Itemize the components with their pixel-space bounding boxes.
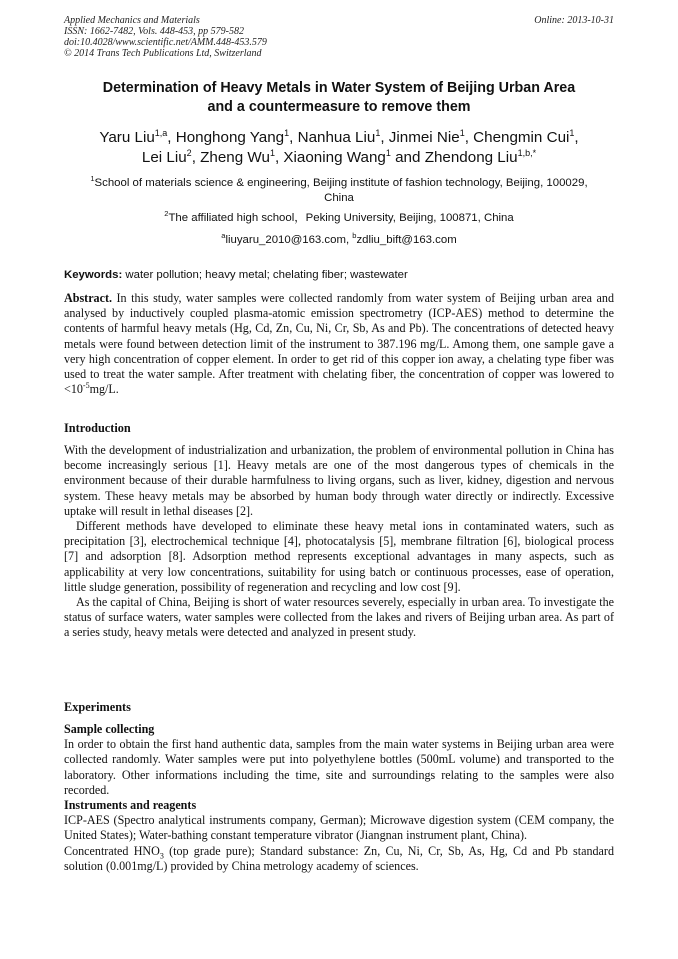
keywords-text: water pollution; heavy metal; chelating fiber; wastewater bbox=[125, 269, 408, 281]
abstract-label: Abstract. bbox=[64, 291, 113, 305]
author-name: Zhendong Liu bbox=[424, 149, 518, 166]
email-sup: a bbox=[221, 231, 226, 241]
author-sup: 1 bbox=[284, 127, 290, 138]
author-name: Honghong Yang bbox=[175, 129, 285, 146]
author-line-1: Yaru Liu$^{1,a}$, Honghong Yang$^1$, Nanhua Liu$^1$, Jinmei Nie$^1$, Chengmin Cui$^1$, bbox=[99, 127, 579, 146]
author-name: Xiaoning Wang bbox=[283, 149, 386, 166]
issn-line: ISSN: 1662-7482, Vols. 448-453, pp 579-582 bbox=[64, 26, 244, 37]
experiments-heading: Experiments bbox=[64, 700, 131, 714]
author-sup: 1 bbox=[269, 147, 275, 158]
affiliation-2 bbox=[40, 211, 638, 226]
author-name: Nanhua Liu bbox=[297, 129, 376, 146]
author-list bbox=[40, 128, 638, 168]
email-a: liuyaru_2010@163.com, bbox=[225, 234, 350, 246]
author-sup: 1 bbox=[375, 127, 381, 138]
author-name: Zheng Wu bbox=[200, 149, 270, 166]
affiliation-sup: 2 bbox=[164, 209, 169, 219]
instruments-paragraph: ICP-AES (Spectro analytical instruments company, German); Microwave digestion system (CEM company, the United States); Water-bathing constant temperature vibrator (Jiangnan instrument plant, China). bbox=[64, 813, 614, 843]
intro-paragraph-2: Different methods have developed to eliminate these heavy metal ions in contaminated waters, such as precipitation [3], electrochemical technique [4], photocatalysis [5], membrane filtration [6], biological process [7] and adsorption [8]. Adsorption method represents exceptional advantages in many aspects, such as applicability at very low concentrations, suitability for using batch or continuous processes, ease of operation, little sludge generation, possibility of regeneration and recycling and low cost [9]. bbox=[64, 519, 614, 594]
subheading-instruments: Instruments and reagents bbox=[64, 798, 197, 813]
reagents-text-end: (top grade pure); Standard substance: Zn, Cu, Ni, Cr, Sb, As, Hg, Cd and Pb standard solution (0.001mg/L) provided by China metrology academy of sciences. bbox=[64, 843, 614, 873]
sample-paragraph: In order to obtain the first hand authentic data, samples from the main water systems in Beijing urban area were collected randomly. Water samples were put into polyethylene bottles (500mL volume) and transported to the laboratory. Other informations including the time, site and surroundings relating to the samples were also recorded. bbox=[64, 737, 614, 797]
introduction-heading: Introduction bbox=[64, 421, 131, 435]
journal-header bbox=[64, 15, 614, 59]
reagents-text: Concentrated HNO bbox=[64, 843, 160, 858]
keywords bbox=[64, 268, 614, 282]
doi-line: doi:10.4028/www.scientific.net/AMM.448-453.579 bbox=[64, 37, 267, 48]
copyright-line: © 2014 Trans Tech Publications Ltd, Switzerland bbox=[64, 48, 262, 59]
paper-title bbox=[40, 79, 638, 117]
affiliation-1 bbox=[40, 176, 638, 206]
author-name: Chengmin Cui bbox=[473, 129, 570, 146]
online-date: Online: 2013-10-31 bbox=[534, 15, 614, 26]
title-line-1: Determination of Heavy Metals in Water System of Beijing Urban Area bbox=[102, 80, 576, 96]
reagents-subscript: 3 bbox=[159, 851, 164, 861]
affiliation-country: China bbox=[324, 192, 354, 204]
affiliation-text: School of materials science & engineering, Beijing institute of fashion technology, Beijing, 100029, bbox=[94, 177, 588, 189]
author-and: and bbox=[395, 149, 421, 166]
email-b: zdliu_bift@163.com bbox=[356, 234, 457, 246]
author-name: Yaru Liu bbox=[99, 129, 155, 146]
author-sup: 2 bbox=[186, 147, 192, 158]
affiliation-text: The affiliated high school，Peking University, Beijing, 100871, China bbox=[168, 212, 514, 224]
title-line-2: and a countermeasure to remove them bbox=[207, 99, 471, 115]
author-sup: 1 bbox=[569, 127, 575, 138]
author-sup: 1 bbox=[385, 147, 391, 158]
intro-paragraph-3: As the capital of China, Beijing is short of water resources severely, especially in urban area. To investigate the status of surface waters, water samples were collected from the lakes and rivers of Beijing urban area. As part of a series study, heavy metals were detected and analyzed in present study. bbox=[64, 595, 614, 640]
author-line-2: Lei Liu$^2$, Zheng Wu$^1$, Xiaoning Wang$^1$ and Zhendong Liu$^{1,b,*}$ bbox=[141, 147, 537, 166]
journal-name: Applied Mechanics and Materials bbox=[64, 15, 200, 26]
author-sup: 1 bbox=[459, 127, 465, 138]
introduction-body bbox=[64, 443, 614, 641]
email-sup: b bbox=[352, 231, 357, 241]
experiments-body bbox=[64, 722, 614, 874]
keywords-label: Keywords: bbox=[64, 269, 123, 281]
abstract-exponent: -5 bbox=[82, 381, 90, 391]
author-name: Lei Liu bbox=[141, 149, 187, 166]
subheading-sample-collecting: Sample collecting bbox=[64, 722, 155, 736]
author-sup: 1,b,* bbox=[517, 147, 537, 158]
abstract bbox=[64, 291, 614, 397]
abstract-text-end: mg/L. bbox=[89, 382, 119, 397]
email-line bbox=[40, 233, 638, 248]
author-sup: 1,a bbox=[154, 127, 168, 138]
affiliation-sup: 1 bbox=[90, 174, 95, 184]
intro-paragraph-1: With the development of industrialization and urbanization, the problem of environmental pollution in China has become increasingly serious [1]. Heavy metals are one of the most dangerous types of chemicals in the environment because of their durable harmfulness to living organs, such as liver, kidney, digestion and nervous system. These heavy metals may be absorbed by human body through water directly or indirectly. Excessive uptake will result in lethal diseases [2]. bbox=[64, 443, 614, 518]
author-name: Jinmei Nie bbox=[388, 129, 460, 146]
abstract-text: In this study, water samples were collected randomly from water system of Beijing urban area and analysed by inductively coupled plasma-atomic emission spectrometry (ICP-AES) method to determine the contents of harmful heavy metals (Hg, Cd, Zn, Cu, Ni, Cr, Sb, As and Pb). The concentrations of detected heavy metals were found between detection limit of the instrument to 387.196 mg/L. Among them, one sample gave a very high concentration of copper element. In order to get rid of this copper ion away, a chelating type fiber was used to treat the water sample. After treatment with chelating fiber, the concentration of copper was lowered to <10 bbox=[64, 291, 614, 397]
